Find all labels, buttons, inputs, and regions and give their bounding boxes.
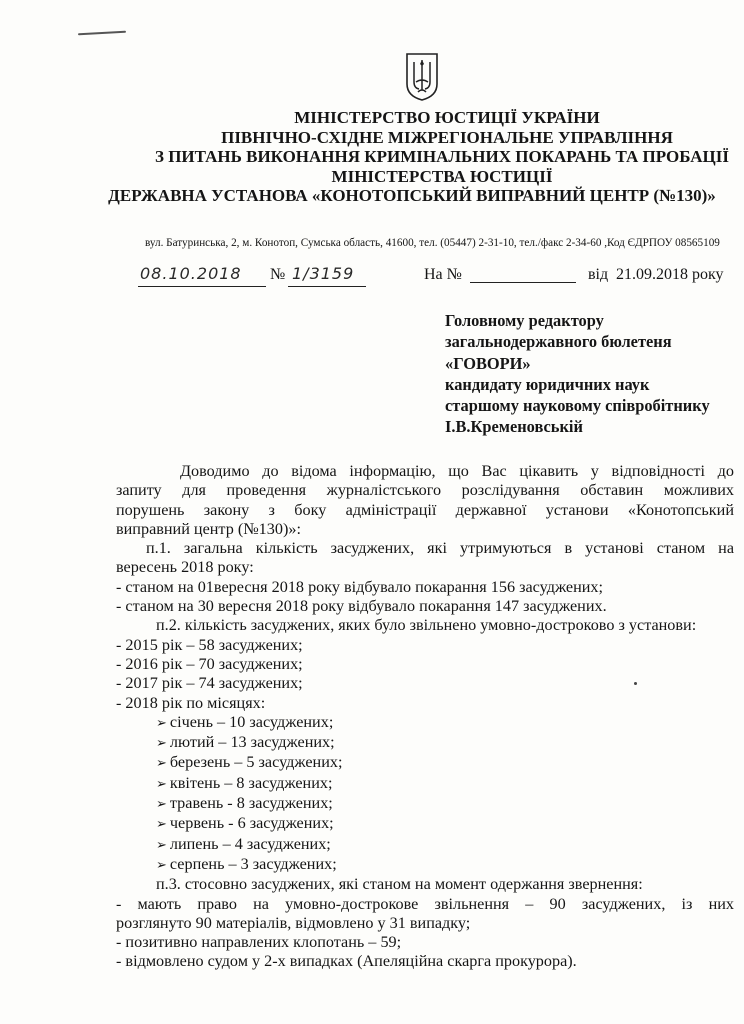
- body-line: - 2017 рік – 74 засуджених;: [116, 674, 303, 693]
- outgoing-date: 08.10.2018: [140, 264, 242, 283]
- addressee-block: [445, 310, 710, 438]
- number-label: №: [270, 266, 286, 283]
- organization-header: [0, 108, 744, 206]
- addressee-line: Головному редактору: [445, 311, 604, 330]
- body-line: - станом на 01вересня 2018 року відбувало покарання 156 засуджених;: [116, 577, 604, 596]
- outgoing-number: 1/3159: [292, 264, 355, 283]
- body-line: виправний центр (№130)»:: [116, 519, 301, 538]
- month-item: ➢ травень - 8 засуджених;: [156, 794, 333, 813]
- from-label: від: [588, 266, 609, 283]
- header-line-3: З ПИТАНЬ ВИКОНАННЯ КРИМІНАЛЬНИХ ПОКАРАНЬ ТА ПРОБАЦІЇ: [154, 147, 730, 167]
- month-list: [116, 713, 734, 875]
- body-line: п.3. стосовно засуджених, які станом на момент одержання звернення:: [156, 875, 643, 894]
- body-line: - 2018 рік по місяцях:: [116, 693, 266, 712]
- header-line-2: ПІВНІЧНО-СХІДНЕ МІЖРЕГІОНАЛЬНЕ УПРАВЛІННЯ: [221, 127, 673, 147]
- coat-of-arms-icon: [405, 52, 439, 102]
- body-line: п.2. кількість засуджених, яких було звільнено умовно-достроково з установи:: [156, 616, 697, 635]
- header-line-5: ДЕРЖАВНА УСТАНОВА «КОНОТОПСЬКИЙ ВИПРАВНИЙ ЦЕНТР (№130)»: [108, 186, 716, 206]
- body-line: - відмовлено судом у 2-х випадках (Апеляційна скарга прокурора).: [116, 952, 577, 971]
- body-line: п.1. загальна кількість засуджених, які утримуються в установі станом на: [146, 539, 734, 558]
- arrow-bullet-icon: ➢: [156, 736, 167, 752]
- body-line: - 2015 рік – 58 засуджених;: [116, 635, 303, 654]
- month-item: ➢ лютий – 13 засуджених;: [156, 733, 335, 752]
- arrow-bullet-icon: ➢: [156, 756, 167, 772]
- arrow-bullet-icon: ➢: [156, 797, 167, 813]
- body-line: Доводимо до відома інформацію, що Вас цікавить у відповідності до: [180, 462, 734, 480]
- header-line-4: МІНІСТЕРСТВА ЮСТИЦІЇ: [331, 166, 553, 186]
- body-line: вересень 2018 року:: [116, 558, 254, 577]
- month-item: ➢ серпень – 3 засуджених;: [156, 854, 337, 873]
- body-line: - станом на 30 вересня 2018 року відбувало покарання 147 засуджених.: [116, 597, 607, 616]
- body-line: - 2016 рік – 70 засуджених;: [116, 654, 303, 673]
- month-item: ➢ червень - 6 засуджених;: [156, 814, 334, 833]
- body-line: - позитивно направлених клопотань – 59;: [116, 933, 402, 952]
- arrow-bullet-icon: ➢: [156, 837, 167, 853]
- month-item: ➢ березень – 5 засуджених;: [156, 753, 343, 772]
- addressee-line: «ГОВОРИ»: [445, 353, 531, 373]
- registration-line: [0, 260, 744, 292]
- from-date: 21.09.2018 року: [616, 266, 724, 283]
- addressee-line: І.В.Кременовській: [445, 417, 583, 437]
- arrow-bullet-icon: ➢: [156, 715, 167, 731]
- arrow-bullet-icon: ➢: [156, 776, 167, 792]
- body-line: - мають право на умовно-дострокове звільнення – 90 засуджених, із них: [116, 894, 734, 913]
- institution-address: вул. Батуринська, 2, м. Конотоп, Сумська область, 41600, тел. (05447) 2-31-10, тел./факс 2-34-60 ,Код ЄДРПОУ 08565109: [145, 237, 720, 249]
- body-line: порушень закону з боку адміністрації державної установи «Конотопський: [116, 500, 734, 519]
- arrow-bullet-icon: ➢: [156, 857, 167, 873]
- addressee-line: кандидату юридичних наук: [445, 374, 650, 394]
- month-item: ➢ квітень – 8 засуджених;: [156, 773, 333, 792]
- body-line: розглянуто 90 матеріалів, відмовлено у 31 випадку;: [116, 913, 471, 932]
- reply-to-label: На №: [424, 266, 462, 283]
- arrow-bullet-icon: ➢: [156, 817, 167, 833]
- stray-pen-mark: [78, 31, 126, 36]
- month-item: ➢ січень – 10 засуджених;: [156, 712, 334, 731]
- addressee-line: старшому науковому співробітнику: [445, 396, 710, 416]
- letter-body: [116, 462, 734, 972]
- body-line: запиту для проведення журналістського розслідування обставин можливих: [116, 481, 734, 500]
- addressee-line: загальнодержавного бюлетеня: [445, 332, 672, 352]
- month-item: ➢ липень – 4 засуджених;: [156, 834, 331, 853]
- header-line-1: МІНІСТЕРСТВО ЮСТИЦІЇ УКРАЇНИ: [294, 108, 600, 127]
